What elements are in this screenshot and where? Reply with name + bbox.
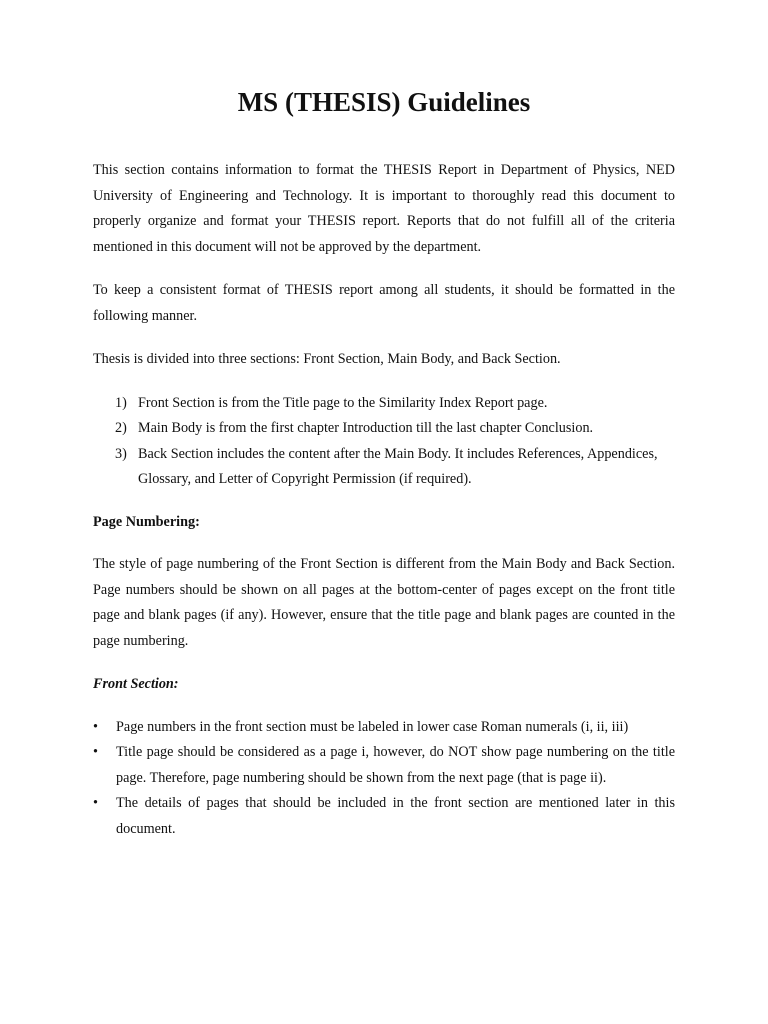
list-item-text: Back Section includes the content after the Main Body. It includes References, Appendices, Glossary, and Letter of Copyright Permission (if required). [138, 445, 658, 487]
list-marker: 1) [115, 394, 127, 411]
intro-paragraph-2: To keep a consistent format of THESIS report among all students, it should be formatted in the following manner. [93, 282, 675, 324]
list-item-text: Front Section is from the Title page to the Similarity Index Report page. [138, 394, 548, 411]
bullet-text: The details of pages that should be included in the front section are mentioned later in this document. [116, 795, 675, 837]
page-numbering-heading: Page Numbering: [93, 513, 200, 530]
page-numbering-paragraph: The style of page numbering of the Front Section is different from the Main Body and Back Section. Page numbers should be shown on all pages at the bottom-center of pages except on the front title page and blank pages (if any). However, ensure that the title page and blank pages are counted in the page numbering. [93, 556, 675, 649]
page-title: MS (THESIS) Guidelines [237, 87, 531, 117]
list-item [93, 740, 675, 791]
list-marker: 3) [115, 445, 127, 462]
bullet-marker: • [93, 744, 98, 760]
list-item [93, 791, 675, 842]
list-item [93, 416, 675, 442]
bullet-marker: • [93, 795, 98, 811]
bullet-marker: • [93, 718, 98, 735]
list-item [93, 442, 675, 493]
sections-list [93, 391, 675, 493]
list-marker: 2) [115, 420, 127, 436]
bullet-text: Title page should be considered as a page i, however, do NOT show page numbering on the title page. Therefore, page numbering should be shown from the next page (that is page ii). [116, 744, 675, 786]
bullet-text: Page numbers in the front section must be labeled in lower case Roman numerals (i, ii, iii) [116, 718, 629, 735]
list-item [93, 391, 675, 417]
intro-paragraph-1: This section contains information to format the THESIS Report in Department of Physics, NED University of Engineering and Technology. It is important to thoroughly read this document to properly organize and format your THESIS report. Reports that do not fulfill all of the criteria mentioned in this document will not be approved by the department. [93, 162, 675, 255]
front-section-bullets [93, 715, 675, 843]
list-item-text: Main Body is from the first chapter Introduction till the last chapter Conclusion. [138, 420, 594, 436]
front-section-heading: Front Section: [93, 676, 179, 692]
intro-paragraph-3: Thesis is divided into three sections: Front Section, Main Body, and Back Section. [93, 351, 561, 367]
list-item [93, 715, 675, 741]
